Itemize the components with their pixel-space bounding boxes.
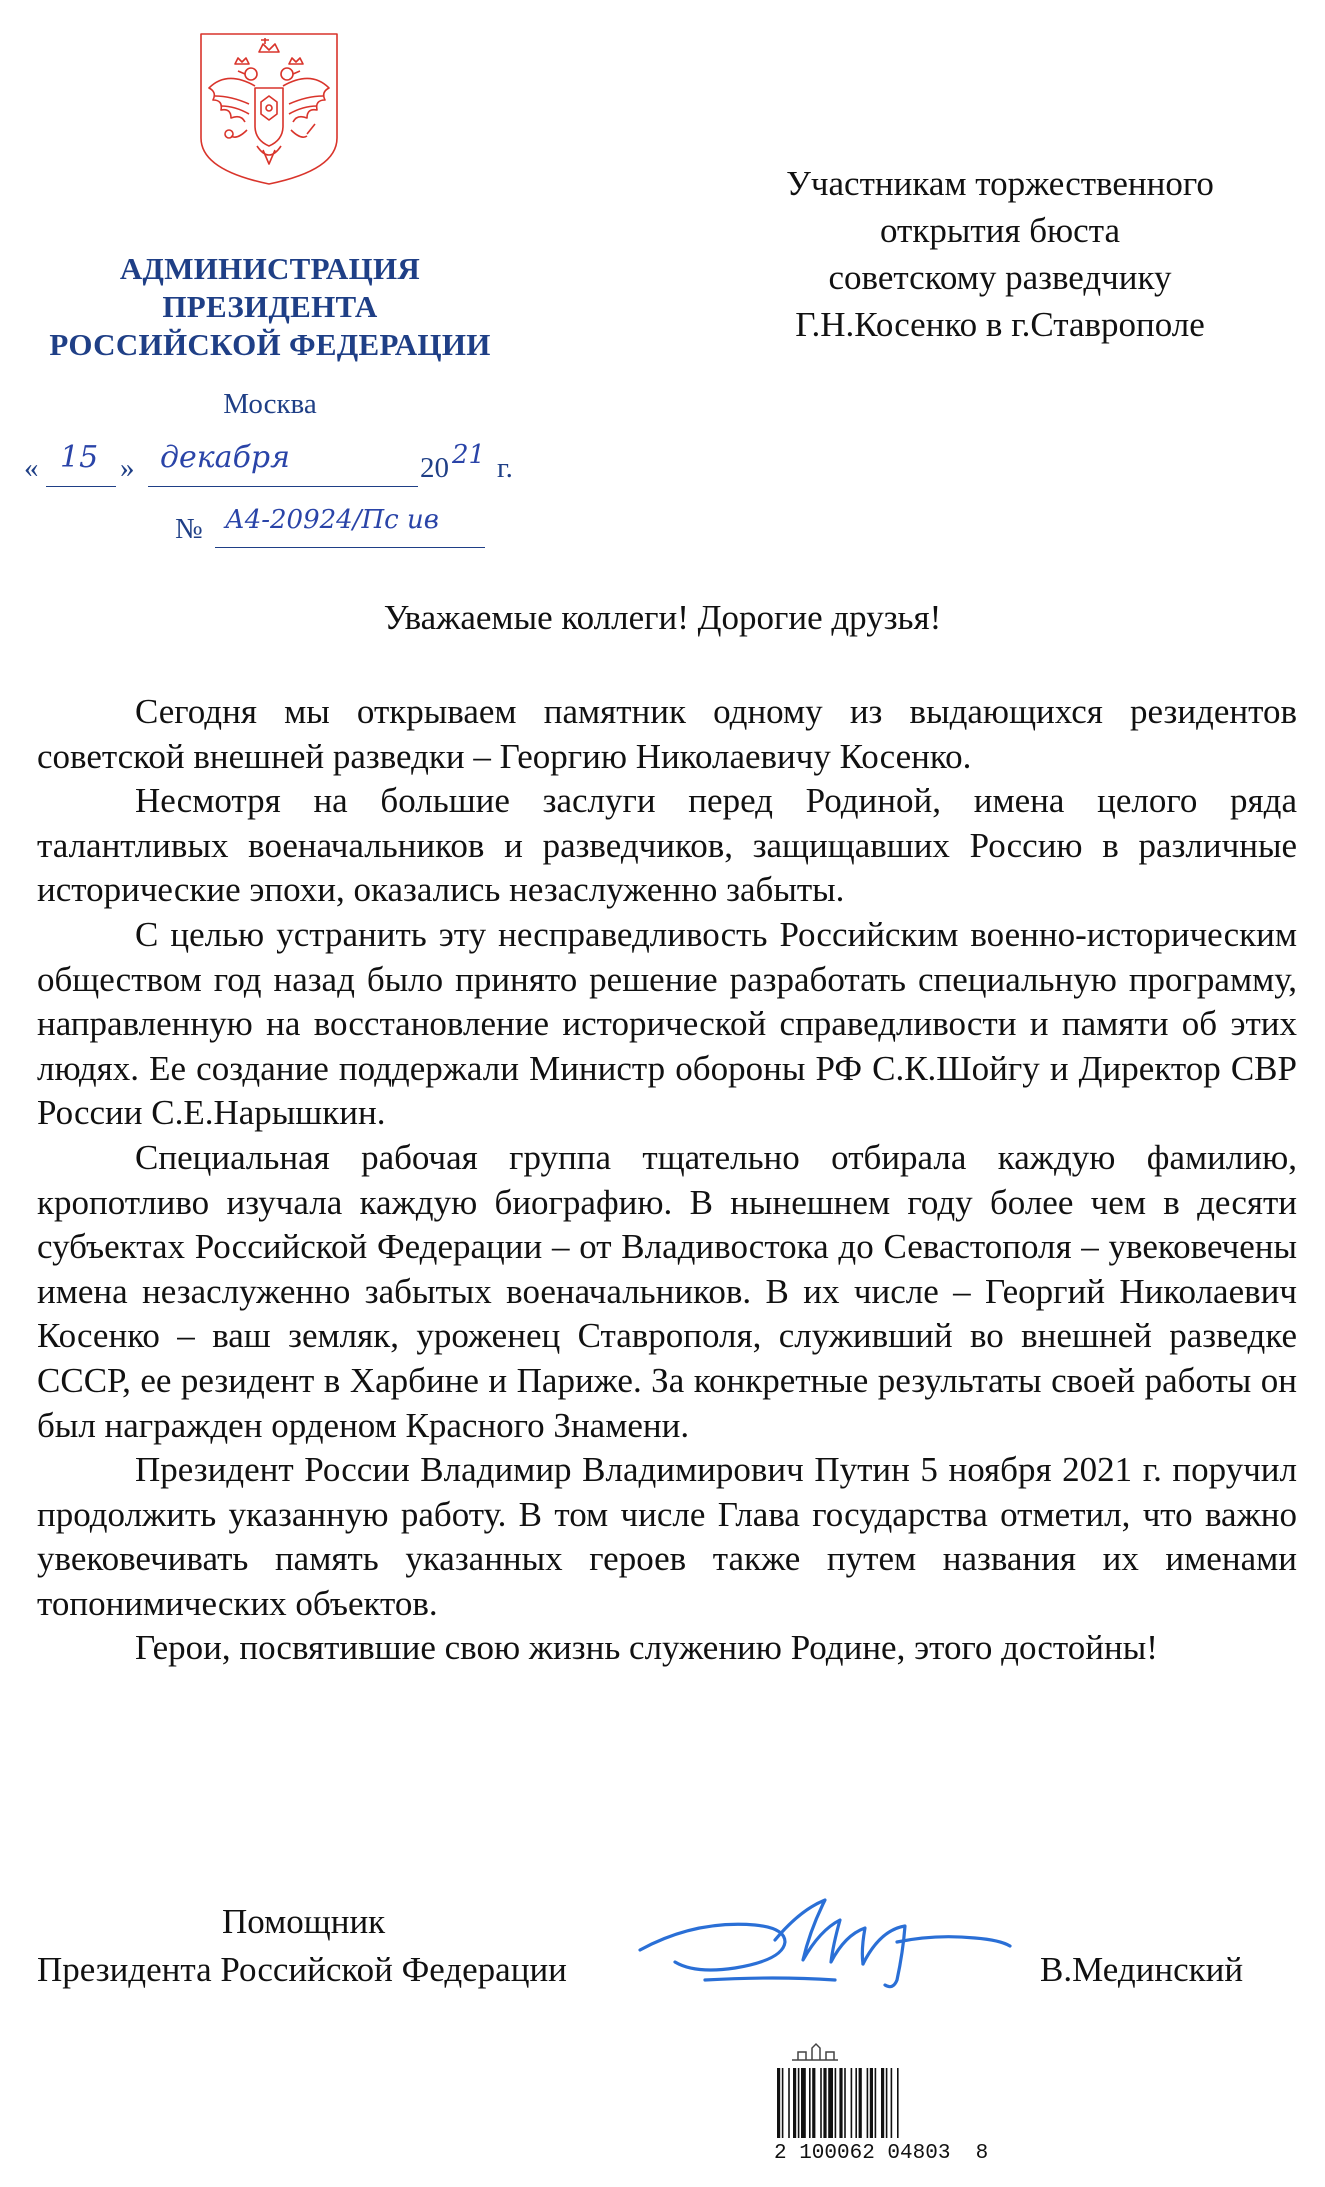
paragraph: Несмотря на большие заслуги перед Родиной, имена целого ряда талантливых военачальников и разведчиков, защищавших Россию в различные исторические эпохи, оказались незаслуженно забыты. bbox=[37, 781, 1297, 910]
paragraph: Специальная рабочая группа тщательно отбирала каждую фамилию, кропотливо изучала каждую биографию. В нынешнем году более чем в десяти субъектах Российской Федерации – от Владивостока до Севастополя – увековечены имена незаслуженно забытых военачальников. В их числе – Георгий Николаевич Косенко – ваш земляк, уроженец Ставрополя, служивший во внешней разведке СССР, ее резидент в Харбине и Париже. За конкретные результаты своей работы он был награжден орденом Красного Знамени. bbox=[37, 1137, 1297, 1445]
signatory-title-line-1: Помощник bbox=[222, 1902, 386, 1941]
org-line-3: РОССИЙСКОЙ ФЕДЕРАЦИИ bbox=[49, 327, 491, 362]
paragraph: Президент России Владимир Владимирович Путин 5 ноября 2021 г. поручил продолжить указанную работу. В том числе Глава государства отметил, что важно увековечивать память указанных героев также путем названия их именами топонимических объектов. bbox=[37, 1450, 1297, 1623]
city-label: Москва bbox=[223, 388, 317, 420]
signatory-name: В.Мединский bbox=[1040, 1950, 1244, 1989]
barcode-bars bbox=[777, 2068, 997, 2138]
paragraph: Герои, посвятившие свою жизнь служению Родине, этого достойны! bbox=[135, 1628, 1158, 1668]
paragraph: Сегодня мы открываем памятник одному из выдающихся резидентов советской внешней разведки – Георгию Николаевичу Косенко. bbox=[37, 692, 1297, 776]
barcode bbox=[750, 2040, 1005, 2180]
date-year-suffix: 21 bbox=[452, 440, 486, 470]
date-open-quote: « bbox=[24, 452, 39, 484]
date-line bbox=[20, 440, 540, 490]
handwritten-signature-icon bbox=[635, 1890, 1015, 2000]
date-month: декабря bbox=[160, 440, 290, 475]
letter-body bbox=[37, 690, 1297, 1671]
company-logo-icon bbox=[790, 2040, 840, 2064]
org-line-2: ПРЕЗИДЕНТА bbox=[162, 289, 378, 324]
paragraph: С целью устранить эту несправедливость Российским военно-историческим обществом год назад было принято решение разработать специальную программу, направленную на восстановление исторической справедливости и памяти об этих людях. Ее создание поддержали Министр обороны РФ С.К.Шойгу и Директор СВР России С.Е.Нарышкин. bbox=[37, 914, 1297, 1133]
addressee-line-3: советскому разведчику bbox=[828, 258, 1172, 297]
org-line-1: АДМИНИСТРАЦИЯ bbox=[119, 251, 421, 286]
number-value: А4-20924/Пс ив bbox=[225, 505, 439, 535]
signatory-title-line-2: Президента Российской Федерации bbox=[37, 1950, 567, 1989]
number-line bbox=[20, 505, 540, 555]
date-year-prefix: 20 bbox=[420, 452, 449, 484]
coat-of-arms-icon bbox=[197, 30, 341, 188]
barcode-number: 2 100062 04803 8 bbox=[774, 2142, 989, 2165]
date-day: 15 bbox=[60, 440, 99, 475]
date-close-quote: » bbox=[120, 452, 135, 484]
greeting: Уважаемые коллеги! Дорогие друзья! bbox=[383, 598, 942, 637]
addressee-line-2: открытия бюста bbox=[880, 211, 1120, 250]
addressee bbox=[700, 160, 1300, 348]
number-label: № bbox=[175, 513, 203, 545]
addressee-line-4: Г.Н.Косенко в г.Ставрополе bbox=[795, 305, 1205, 344]
date-year-unit: г. bbox=[497, 452, 513, 484]
organization-name bbox=[40, 250, 500, 364]
addressee-line-1: Участникам торжественного bbox=[786, 164, 1214, 203]
